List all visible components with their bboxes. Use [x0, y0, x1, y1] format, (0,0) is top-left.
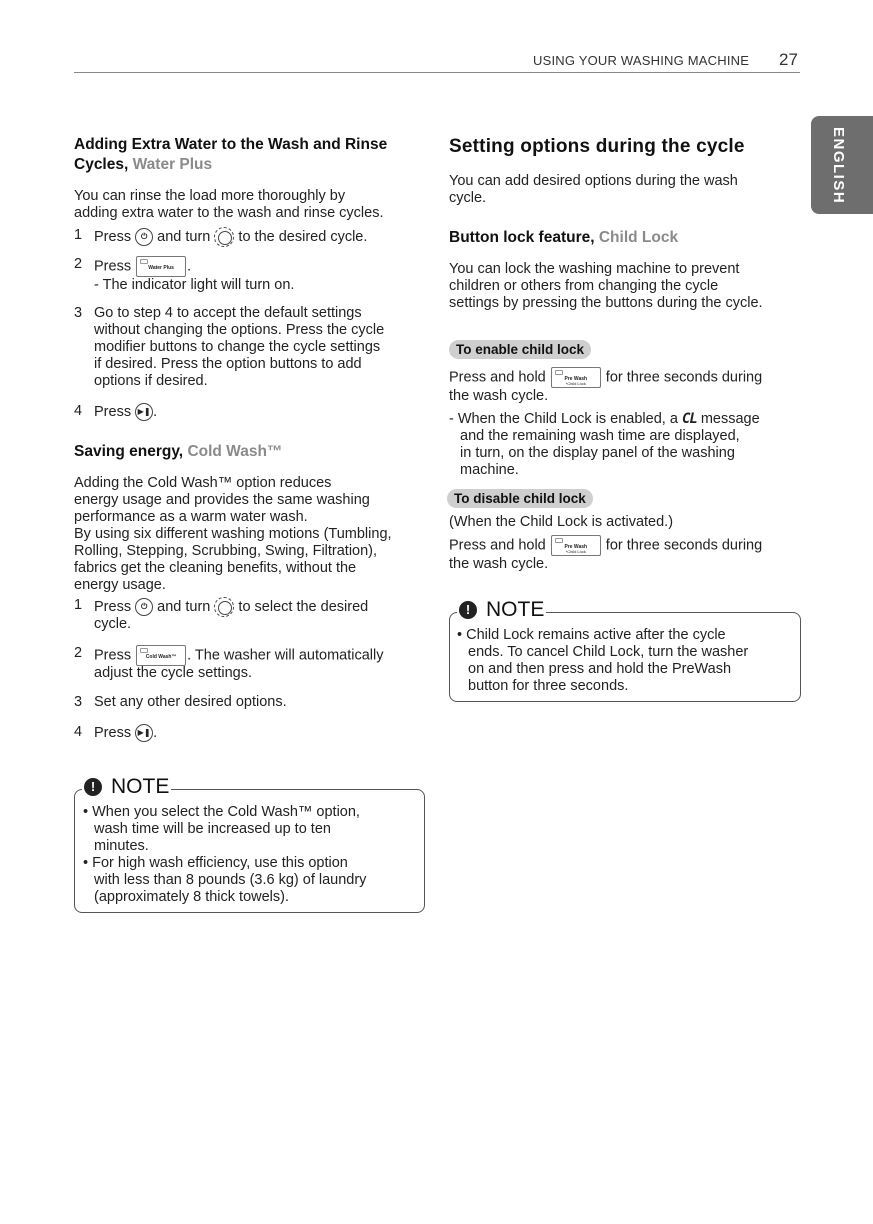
step-number: 1 [74, 597, 83, 613]
water-plus-step-3 [74, 305, 434, 389]
step-line: without changing the options. Press the cycle [94, 322, 385, 338]
options-intro [449, 173, 738, 207]
body-line: performance as a warm water wash. [74, 509, 308, 525]
step-number: 3 [74, 694, 83, 710]
warning-icon: ! [459, 601, 477, 619]
step-line: modifier buttons to change the cycle settings [94, 339, 381, 355]
intro-line: You can add desired options during the wash [449, 173, 738, 189]
note-left-body [83, 804, 366, 906]
cold-wash-heading-text: Saving energy, [74, 443, 184, 460]
note-title-left [82, 775, 171, 799]
running-header: USING YOUR WASHING MACHINE [533, 53, 750, 68]
info-line: machine. [460, 462, 519, 478]
info-text: message [700, 411, 760, 427]
cold-wash-button-icon [136, 645, 186, 666]
step-number: 2 [74, 645, 83, 661]
step-number: 1 [74, 227, 83, 243]
step-text: Press [94, 598, 132, 615]
instruction-text: Press and hold [449, 369, 546, 386]
note-line: ends. To cancel Child Lock, turn the washer [468, 644, 749, 660]
intro-line: cycle. [449, 190, 487, 206]
header-rule [74, 72, 800, 73]
cycle-dial-icon [214, 597, 234, 617]
body-line: energy usage. [74, 577, 166, 593]
note-title-right [457, 598, 546, 622]
water-plus-heading [74, 135, 434, 175]
note-line: (approximately 8 thick towels). [94, 889, 290, 905]
step-text: Press [94, 403, 132, 420]
note-title-text: NOTE [486, 598, 545, 621]
water-plus-step-1 [74, 227, 434, 244]
step-text: Press [94, 228, 132, 245]
cold-wash-step-3 [74, 694, 287, 711]
cold-wash-step-4: 4 Press ▶❚ . [74, 724, 158, 741]
body-line: Rolling, Stepping, Scrubbing, Swing, Filtration), [74, 543, 378, 559]
step-number: 2 [74, 256, 83, 272]
cl-display-code: CL [681, 411, 697, 427]
step-note: - The indicator light will turn on. [94, 277, 295, 293]
water-plus-heading-line2: Cycles, [74, 156, 129, 173]
water-plus-step-4: 4 Press ▶❚ . [74, 403, 158, 420]
disable-child-lock-label: To disable child lock [447, 489, 593, 508]
cycle-dial-icon [214, 227, 234, 247]
instruction-text: the wash cycle. [449, 556, 549, 572]
enable-instruction [449, 367, 762, 405]
step-text: Press [94, 647, 132, 664]
step-text: Set any other desired options. [94, 694, 287, 710]
enable-child-lock-label: To enable child lock [449, 340, 591, 359]
button-icon-label: Water Plus [148, 265, 174, 271]
cold-wash-heading [74, 442, 282, 462]
child-lock-enabled-info [449, 411, 760, 479]
step-number: 4 [74, 724, 83, 740]
language-tab [811, 116, 873, 214]
step-text: and turn [157, 598, 211, 615]
button-icon-label: Cold Wash™ [145, 654, 177, 660]
cold-wash-heading-accent: Cold Wash™ [187, 443, 283, 460]
body-line: fabrics get the cleaning benefits, without the [74, 560, 357, 576]
water-plus-intro [74, 188, 384, 222]
note-line: wash time will be increased up to ten [94, 821, 331, 837]
instruction-text: for three seconds during [605, 537, 763, 554]
button-icon-sublabel: *Child Lock [565, 549, 586, 554]
child-lock-heading-accent: Child Lock [598, 229, 679, 246]
step-number: 3 [74, 305, 83, 321]
body-line: Adding the Cold Wash™ option reduces [74, 475, 332, 491]
water-plus-heading-line1: Adding Extra Water to the Wash and Rinse [74, 136, 388, 153]
power-button-icon: ⏻ [135, 228, 153, 246]
instruction-text: the wash cycle. [449, 388, 549, 404]
options-heading: Setting options during the cycle [449, 136, 745, 157]
body-line: energy usage and provides the same washing [74, 492, 370, 508]
note-title-text: NOTE [111, 775, 170, 798]
step-line: if desired. Press the option buttons to add [94, 356, 362, 372]
note-line: • When you select the Cold Wash™ option, [83, 804, 360, 820]
note-line: button for three seconds. [468, 678, 629, 694]
step-text: adjust the cycle settings. [94, 665, 252, 681]
water-plus-button-icon [136, 256, 186, 277]
button-icon-sublabel: *Child Lock [565, 381, 586, 386]
water-plus-intro-line2: adding extra water to the wash and rinse cycles. [74, 205, 384, 221]
body-line: By using six different washing motions (Tumbling, [74, 526, 392, 542]
info-line: in turn, on the display panel of the washing [460, 445, 735, 461]
info-text: - When the Child Lock is enabled, a [449, 411, 678, 427]
step-text: to select the desired [238, 598, 369, 615]
cold-wash-body [74, 475, 392, 594]
step-text: Press [94, 258, 132, 275]
note-right-body [457, 627, 748, 695]
button-icon-label: Pre Wash [564, 376, 588, 382]
water-plus-intro-line1: You can rinse the load more thoroughly by [74, 188, 346, 204]
info-line: and the remaining wash time are displayed, [460, 428, 740, 444]
disable-instruction [449, 514, 762, 573]
child-lock-heading-text: Button lock feature, [449, 229, 595, 246]
water-plus-step-2: 2 Press Water Plus . - The indicator light will turn on. [74, 256, 295, 293]
prewash-button-icon [551, 535, 601, 556]
note-line: • For high wash efficiency, use this option [83, 855, 348, 871]
body-line: You can lock the washing machine to prevent [449, 261, 740, 277]
page-number: 27 [779, 50, 798, 69]
start-pause-icon: ▶❚ [135, 724, 153, 742]
cold-wash-step-2 [74, 645, 434, 681]
step-text: . The washer will automatically [187, 647, 384, 664]
note-line: • Child Lock remains active after the cycle [457, 627, 726, 643]
note-line: on and then press and hold the PreWash [468, 661, 732, 677]
language-label: ENGLISH [830, 127, 847, 205]
body-line: settings by pressing the buttons during the cycle. [449, 295, 763, 311]
cold-wash-step-1 [74, 597, 434, 632]
instruction-text: for three seconds during [605, 369, 763, 386]
instruction-text: Press and hold [449, 537, 546, 554]
step-number: 4 [74, 403, 83, 419]
step-text: cycle. [94, 616, 132, 632]
child-lock-heading [449, 228, 678, 248]
note-line: with less than 8 pounds (3.6 kg) of laundry [94, 872, 367, 888]
water-plus-heading-accent: Water Plus [132, 156, 213, 173]
step-text: and turn [157, 228, 211, 245]
step-line: options if desired. [94, 373, 208, 389]
instruction-text: (When the Child Lock is activated.) [449, 514, 674, 530]
step-text: Press [94, 724, 132, 741]
button-icon-label: Pre Wash [564, 544, 588, 550]
step-text: to the desired cycle. [238, 228, 368, 245]
child-lock-body [449, 261, 763, 312]
prewash-button-icon [551, 367, 601, 388]
step-line: Go to step 4 to accept the default settings [94, 305, 362, 321]
start-pause-icon: ▶❚ [135, 403, 153, 421]
body-line: children or others from changing the cycle [449, 278, 719, 294]
power-button-icon: ⏻ [135, 598, 153, 616]
warning-icon: ! [84, 778, 102, 796]
note-line: minutes. [94, 838, 149, 854]
